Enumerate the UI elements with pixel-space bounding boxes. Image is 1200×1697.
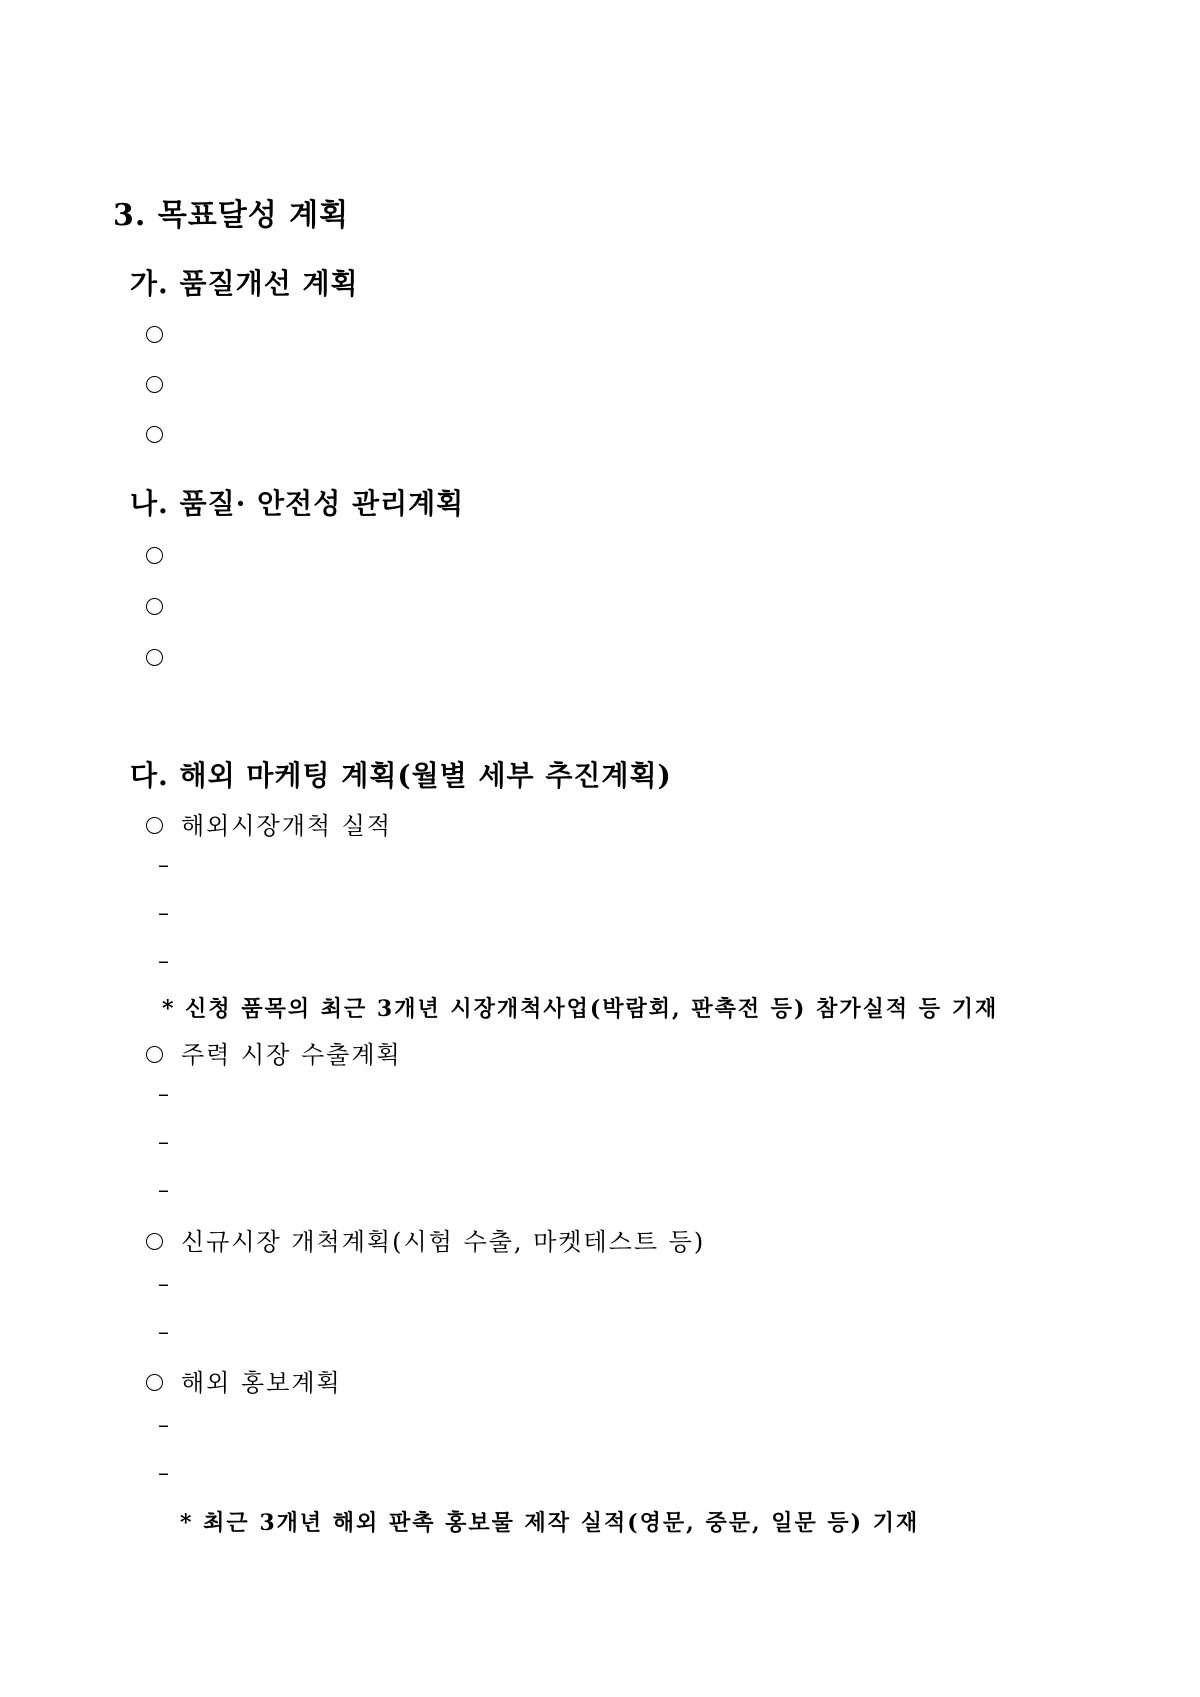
dash-item: –	[158, 1272, 169, 1297]
bullet-label: 신규시장 개척계획(시험 수출, 마켓테스트 등)	[181, 1228, 706, 1256]
bullet-item	[146, 646, 181, 670]
dash-item: –	[158, 1082, 169, 1107]
circle-bullet-icon	[146, 1233, 163, 1250]
dash-item: –	[158, 901, 169, 926]
circle-bullet-icon	[146, 376, 163, 393]
note-promotion: * 최근 3개년 해외 판촉 홍보물 제작 실적(영문, 중문, 일문 등) 기재	[180, 1510, 920, 1536]
bullet-item-promotion	[146, 1371, 342, 1395]
dash-item: –	[158, 1178, 169, 1203]
dash-item: –	[158, 853, 169, 878]
bullet-label: 해외 홍보계획	[181, 1369, 342, 1397]
section-title: 3. 목표달성 계획	[113, 198, 350, 233]
circle-bullet-icon	[146, 598, 163, 615]
bullet-item	[146, 544, 181, 568]
circle-bullet-icon	[146, 817, 163, 834]
dash-item: –	[158, 1130, 169, 1155]
bullet-item	[146, 373, 181, 397]
dash-item: –	[158, 1413, 169, 1438]
bullet-item-new-market	[146, 1230, 705, 1254]
circle-bullet-icon	[146, 547, 163, 564]
dash-item: –	[158, 1320, 169, 1345]
circle-bullet-icon	[146, 1374, 163, 1391]
circle-bullet-icon	[146, 426, 163, 443]
bullet-item-export-plan	[146, 1043, 402, 1067]
subsection-title-quality-improvement: 가. 품질개선 계획	[130, 267, 359, 300]
bullet-item-market-record	[146, 814, 392, 838]
bullet-label: 주력 시장 수출계획	[181, 1041, 402, 1069]
note-market-record: * 신청 품목의 최근 3개년 시장개척사업(박람회, 판촉전 등) 참가실적 등 기재	[162, 996, 999, 1022]
dash-item: –	[158, 949, 169, 974]
dash-item: –	[158, 1461, 169, 1486]
bullet-label: 해외시장개척 실적	[181, 812, 393, 840]
subsection-title-overseas-marketing: 다. 해외 마케팅 계획(월별 세부 추진계획)	[130, 759, 672, 792]
bullet-item	[146, 323, 181, 347]
circle-bullet-icon	[146, 326, 163, 343]
bullet-item	[146, 595, 181, 619]
circle-bullet-icon	[146, 1046, 163, 1063]
subsection-title-safety-management: 나. 품질· 안전성 관리계획	[130, 487, 465, 520]
circle-bullet-icon	[146, 649, 163, 666]
bullet-item	[146, 423, 181, 447]
